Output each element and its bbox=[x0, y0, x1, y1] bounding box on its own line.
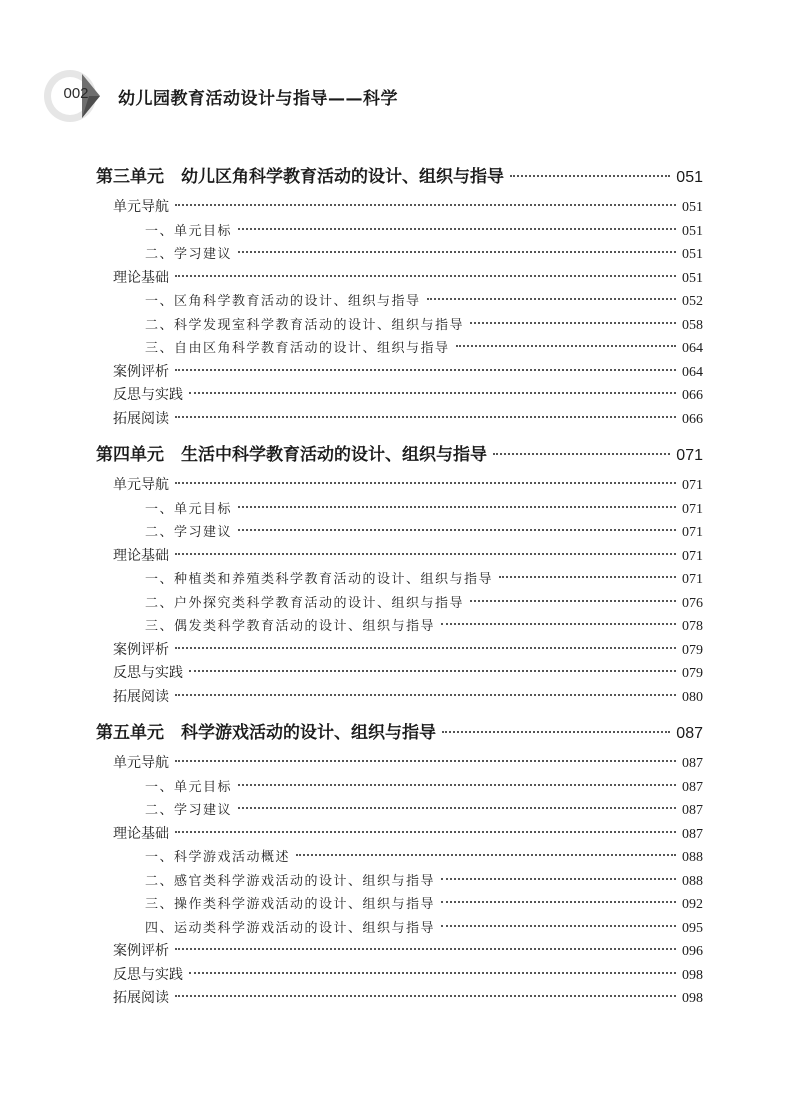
dot-leader bbox=[238, 529, 676, 531]
dot-leader bbox=[493, 453, 670, 455]
toc-entry-page: 051 bbox=[682, 223, 703, 239]
toc-entry-title: 理论基础 bbox=[113, 269, 169, 286]
toc-entry-page: 087 bbox=[682, 826, 703, 842]
toc-entry-title: 四、运动类科学游戏活动的设计、组织与指导 bbox=[145, 920, 436, 936]
toc-subsection-entry[interactable] bbox=[145, 243, 703, 267]
toc-entry-title: 反思与实践 bbox=[113, 387, 183, 403]
dot-leader bbox=[470, 322, 676, 324]
toc-section-entry[interactable] bbox=[113, 964, 703, 988]
dot-leader bbox=[441, 901, 676, 903]
toc-entry-page: 071 bbox=[682, 501, 703, 517]
dot-leader bbox=[456, 345, 676, 347]
dot-leader bbox=[175, 647, 676, 649]
toc-entry-title: 一、区角科学教育活动的设计、组织与指导 bbox=[145, 294, 421, 309]
toc-entry-title: 单元导航 bbox=[113, 477, 169, 493]
toc-section-entry[interactable] bbox=[113, 408, 703, 432]
toc-entry-page: 058 bbox=[682, 317, 703, 333]
toc-entry-page: 052 bbox=[682, 294, 703, 309]
toc-section-entry[interactable] bbox=[113, 384, 703, 408]
toc-section-entry[interactable] bbox=[113, 639, 703, 663]
toc-entry-title: 案例评析 bbox=[113, 363, 169, 380]
dot-leader bbox=[175, 204, 676, 206]
dot-leader bbox=[175, 369, 676, 371]
toc-subsection-entry[interactable] bbox=[145, 870, 703, 894]
toc-subsection-entry[interactable] bbox=[145, 220, 703, 244]
dot-leader bbox=[175, 948, 676, 950]
toc-entry-title: 二、学习建议 bbox=[145, 803, 233, 818]
dot-leader bbox=[442, 731, 670, 733]
page-number-badge bbox=[42, 68, 104, 124]
toc-entry-title: 一、单元目标 bbox=[145, 779, 233, 795]
toc-entry-page: 098 bbox=[682, 991, 703, 1006]
toc-entry-title: 一、科学游戏活动概述 bbox=[145, 850, 291, 865]
toc-entry-title: 第三单元 幼儿区角科学教育活动的设计、组织与指导 bbox=[96, 167, 504, 187]
toc-section-entry[interactable] bbox=[113, 940, 703, 964]
toc-entry-title: 二、学习建议 bbox=[145, 525, 233, 540]
toc-entry-title: 一、单元目标 bbox=[145, 223, 233, 239]
toc-unit-heading[interactable] bbox=[96, 440, 703, 464]
toc-entry-page: 071 bbox=[682, 548, 703, 564]
toc-subsection-entry[interactable] bbox=[145, 314, 703, 338]
toc-entry-title: 二、科学发现室科学教育活动的设计、组织与指导 bbox=[145, 317, 465, 333]
toc-entry-page: 051 bbox=[682, 247, 703, 262]
toc-entry-title: 拓展阅读 bbox=[113, 410, 169, 427]
toc-section-entry[interactable] bbox=[113, 752, 703, 776]
toc-entry-title: 案例评析 bbox=[113, 641, 169, 658]
toc-subsection-entry[interactable] bbox=[145, 776, 703, 800]
toc-section-entry[interactable] bbox=[113, 662, 703, 686]
dot-leader bbox=[427, 298, 676, 300]
toc-entry-page: 088 bbox=[682, 873, 703, 889]
toc-entry-title: 三、操作类科学游戏活动的设计、组织与指导 bbox=[145, 897, 436, 912]
dot-leader bbox=[296, 854, 676, 856]
dot-leader bbox=[238, 251, 676, 253]
dot-leader bbox=[189, 670, 676, 672]
toc-section-entry[interactable] bbox=[113, 361, 703, 385]
toc-entry-page: 092 bbox=[682, 897, 703, 912]
toc-entry-page: 071 bbox=[676, 447, 703, 464]
dot-leader bbox=[238, 784, 676, 786]
toc-entry-title: 单元导航 bbox=[113, 755, 169, 771]
toc-subsection-entry[interactable] bbox=[145, 615, 703, 639]
toc-section-entry[interactable] bbox=[113, 823, 703, 847]
toc-entry-title: 反思与实践 bbox=[113, 665, 183, 681]
toc-entry-page: 079 bbox=[682, 642, 703, 658]
dot-leader bbox=[175, 760, 676, 762]
dot-leader bbox=[175, 482, 676, 484]
dot-leader bbox=[189, 392, 676, 394]
toc-entry-title: 二、学习建议 bbox=[145, 247, 233, 262]
toc-entry-title: 第四单元 生活中科学教育活动的设计、组织与指导 bbox=[96, 445, 487, 465]
toc-entry-page: 080 bbox=[682, 689, 703, 705]
toc-entry-page: 064 bbox=[682, 341, 703, 356]
toc-subsection-entry[interactable] bbox=[145, 337, 703, 361]
toc-subsection-entry[interactable] bbox=[145, 917, 703, 941]
dot-leader bbox=[499, 576, 676, 578]
dot-leader bbox=[175, 275, 676, 277]
dot-leader bbox=[238, 807, 676, 809]
dot-leader bbox=[189, 972, 676, 974]
toc-entry-page: 098 bbox=[682, 967, 703, 983]
toc-entry-page: 078 bbox=[682, 619, 703, 634]
toc-subsection-entry[interactable] bbox=[145, 799, 703, 823]
dot-leader bbox=[441, 623, 676, 625]
toc-entry-page: 051 bbox=[682, 270, 703, 286]
toc-entry-page: 079 bbox=[682, 666, 703, 681]
toc-entry-title: 单元导航 bbox=[113, 199, 169, 215]
toc-section-entry[interactable] bbox=[113, 196, 703, 220]
toc-unit-heading[interactable] bbox=[96, 718, 703, 742]
dot-leader bbox=[175, 995, 676, 997]
page-number: 002 bbox=[63, 85, 89, 102]
toc-entry-page: 088 bbox=[682, 850, 703, 865]
book-title: 幼儿园教育活动设计与指导——科学 bbox=[118, 89, 398, 109]
dot-leader bbox=[441, 878, 676, 880]
toc-entry-title: 反思与实践 bbox=[113, 966, 183, 983]
toc-entry-page: 096 bbox=[682, 944, 703, 959]
toc-entry-title: 理论基础 bbox=[113, 825, 169, 842]
toc-entry-page: 087 bbox=[682, 756, 703, 771]
dot-leader bbox=[470, 600, 676, 602]
toc-subsection-entry[interactable] bbox=[145, 893, 703, 917]
toc-section-entry[interactable] bbox=[113, 474, 703, 498]
toc-unit-heading[interactable] bbox=[96, 162, 703, 186]
toc-subsection-entry[interactable] bbox=[145, 592, 703, 616]
dot-leader bbox=[175, 694, 676, 696]
toc-entry-page: 064 bbox=[682, 364, 703, 380]
toc-subsection-entry[interactable] bbox=[145, 846, 703, 870]
toc-entry-page: 076 bbox=[682, 595, 703, 611]
dot-leader bbox=[238, 228, 676, 230]
toc-subsection-entry[interactable] bbox=[145, 568, 703, 592]
toc-subsection-entry[interactable] bbox=[145, 521, 703, 545]
toc-entry-page: 066 bbox=[682, 388, 703, 403]
toc-entry-page: 095 bbox=[682, 920, 703, 936]
toc-entry-page: 051 bbox=[682, 200, 703, 215]
toc-entry-title: 理论基础 bbox=[113, 547, 169, 564]
toc-entry-title: 二、户外探究类科学教育活动的设计、组织与指导 bbox=[145, 595, 465, 611]
toc-section-entry[interactable] bbox=[113, 686, 703, 710]
toc-entry-title: 案例评析 bbox=[113, 943, 169, 959]
toc-entry-page: 066 bbox=[682, 411, 703, 427]
dot-leader bbox=[510, 175, 670, 177]
toc-entry-page: 087 bbox=[676, 725, 703, 742]
dot-leader bbox=[238, 506, 676, 508]
toc-entry-title: 第五单元 科学游戏活动的设计、组织与指导 bbox=[96, 723, 436, 743]
toc-entry-title: 拓展阅读 bbox=[113, 990, 169, 1006]
toc-entry-page: 087 bbox=[682, 779, 703, 795]
dot-leader bbox=[175, 416, 676, 418]
dot-leader bbox=[441, 925, 676, 927]
toc-entry-page: 071 bbox=[682, 525, 703, 540]
toc-entry-page: 071 bbox=[682, 572, 703, 587]
toc-entry-title: 拓展阅读 bbox=[113, 688, 169, 705]
toc-entry-title: 二、感官类科学游戏活动的设计、组织与指导 bbox=[145, 873, 436, 889]
dot-leader bbox=[175, 553, 676, 555]
toc-entry-page: 071 bbox=[682, 478, 703, 493]
toc-subsection-entry[interactable] bbox=[145, 498, 703, 522]
toc-entry-title: 一、种植类和养殖类科学教育活动的设计、组织与指导 bbox=[145, 572, 494, 587]
toc-section-entry[interactable] bbox=[113, 267, 703, 291]
toc-section-entry[interactable] bbox=[113, 987, 703, 1011]
dot-leader bbox=[175, 831, 676, 833]
toc-entry-page: 087 bbox=[682, 803, 703, 818]
toc-subsection-entry[interactable] bbox=[145, 290, 703, 314]
toc-entry-title: 一、单元目标 bbox=[145, 501, 233, 517]
toc-section-entry[interactable] bbox=[113, 545, 703, 569]
toc-entry-title: 三、自由区角科学教育活动的设计、组织与指导 bbox=[145, 341, 450, 356]
toc-entry-page: 051 bbox=[676, 169, 703, 186]
toc-entry-title: 三、偶发类科学教育活动的设计、组织与指导 bbox=[145, 619, 436, 634]
page-header bbox=[0, 0, 800, 130]
